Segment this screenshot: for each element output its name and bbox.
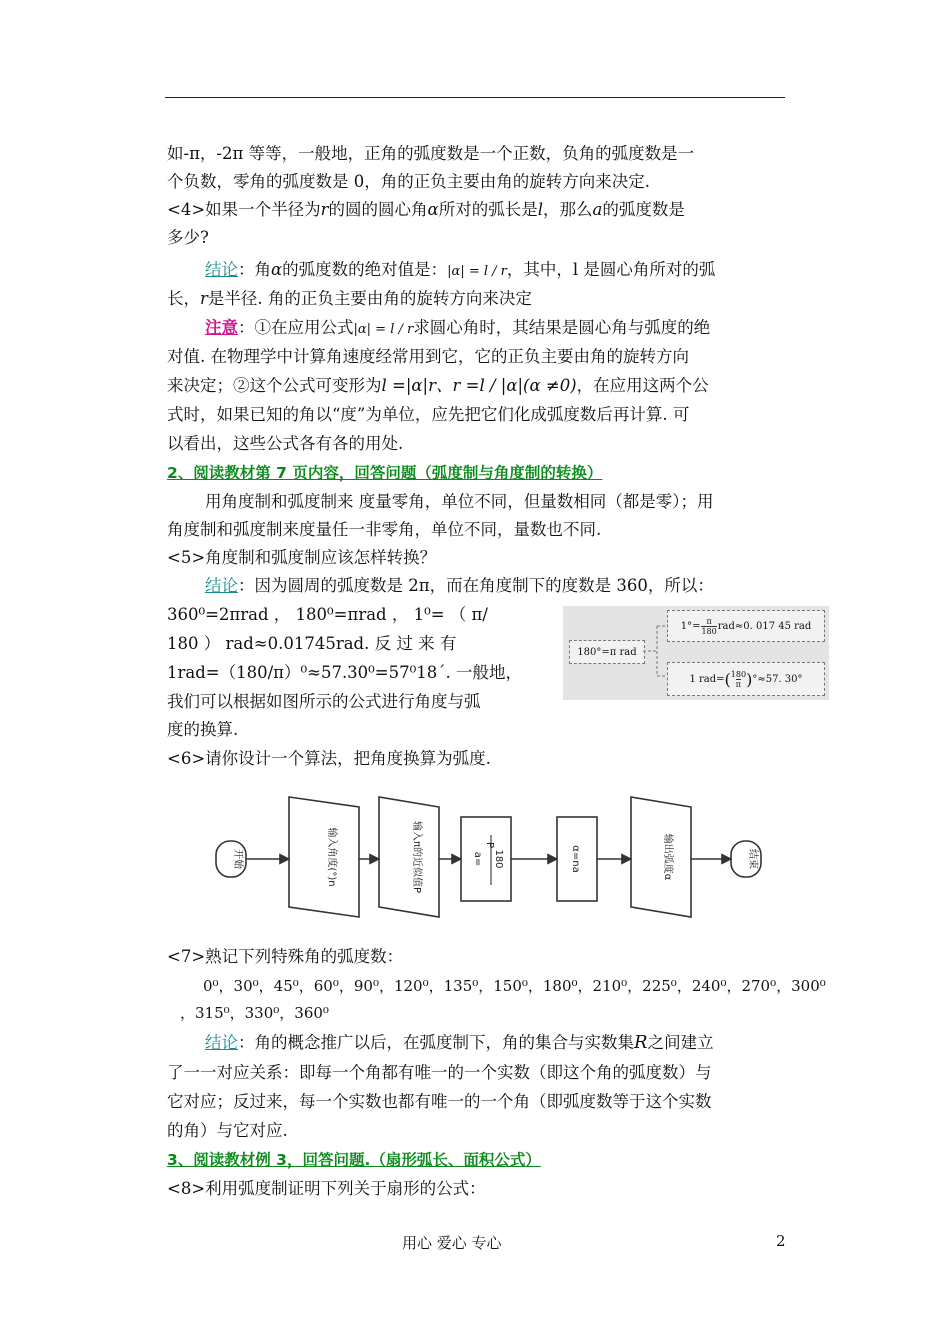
text-line: 1rad=（180/π）⁰≈57.30⁰=57⁰18ˊ. 一般地， [167,663,522,682]
conclusion-line [205,1029,825,1056]
math-l: l [537,200,543,219]
text-line: 对值. 在物理学中计算角速度经常用到它，它的正负主要由角的旋转方向 [167,347,689,366]
text-run: 1 rad= [689,673,725,685]
question-5: <5>角度制和弧度制应该怎样转换？ [167,548,437,567]
input-pi-node [379,797,439,917]
formula-center-box: 180°=π rad [569,640,645,664]
text-line: 它对应；反过来，每一个实数也都有唯一的一个角（即弧度数等于这个实数 [167,1092,712,1111]
text-run: 所对的弧长是 [438,200,538,219]
conversion-formula-figure [563,606,829,700]
text-line: 180 ） rad≈0.01745rad. 反 过 来 有 [167,634,457,653]
text-run: ：①在应用公式 [238,318,354,337]
text-line: 我们可以根据如图所示的公式进行角度与弧 [167,692,481,711]
note-label: 注意 [205,318,238,337]
angle-list: 0⁰，30⁰，45⁰，60⁰，90⁰，120⁰，135⁰，150⁰，180⁰，210⁰，225⁰，240⁰，270⁰，300⁰ [203,977,826,995]
formula-top-box [667,610,825,642]
text-run: ：角 [238,260,271,279]
text-line: 式时，如果已知的角以“度”为单位，应先把它们化成弧度数后再计算. 可 [167,405,690,424]
text-line: 以看出，这些公式各有各的用处. [167,434,404,453]
text-run: 的弧度数是 [602,200,685,219]
process-alpha-label: α=na [570,845,581,873]
text-line: 个负数，零角的弧度数是 0，角的正负主要由角的旋转方向来决定. [167,172,650,191]
math-alpha: α [427,200,439,219]
conclusion-label: 结论 [205,576,238,595]
fraction-num: π [706,616,712,626]
text-line: 角度制和弧度制来度量任一非零角，单位不同，量数也不同. [167,520,602,539]
text-run: 1°= [680,620,701,632]
start-label: 开始 [232,849,243,869]
text-line: 360⁰=2πrad ， 180⁰=πrad ， 1⁰= （ π/ [167,605,488,624]
text-line: 度的换算. [167,720,239,739]
text-line [167,372,787,399]
math-R: R [634,1032,648,1053]
text-run: 的圆的圆心角 [328,200,428,219]
text-run: 的弧度数的绝对值是： [282,260,448,279]
text-line: 用角度制和弧度制来 度量零角，单位不同，但量数相同（都是零）；用 [205,492,714,511]
fraction [701,617,716,636]
text-line: 了一一对应关系：即每一个角都有唯一的一个实数（即这个角的弧度数）与 [167,1063,712,1082]
question-7: <7>熟记下列特殊角的弧度数： [167,947,404,966]
text-run: 之间建立 [647,1033,714,1052]
formula-bottom-box: 1 rad= ( $\frac{180}{\pi}$ ) °≈57. 30° [667,662,825,696]
text-run: <4>如果一个半径为 [167,200,321,219]
output-label: 输出弧度α [662,833,673,881]
text-line [167,285,787,312]
end-label: 结束 [747,849,758,869]
conclusion-label: 结论 [205,260,238,279]
fraction-den: 180 [701,626,717,636]
fraction-den: π [735,679,742,689]
note-line [205,314,825,343]
input-pi-label: 输入π的近似值P [411,820,422,894]
page-number: 2 [776,1232,786,1250]
text-run: ，其中，l 是圆心角所对的弧 [506,260,716,279]
process-a-prefix: a= [472,851,483,867]
section-title: 3、阅读教材例 3，回答问题.（扇形弧长、面积公式） [167,1151,541,1169]
math-alpha: α [271,260,283,279]
question-8: <8>利用弧度制证明下列关于扇形的公式： [167,1179,486,1198]
math-a: a [592,200,603,219]
text-run: 长， [167,289,200,308]
math-r: r [200,289,208,308]
text-run: °≈57. 30° [752,673,803,685]
question-4 [167,196,787,223]
text-run: ：因为圆周的弧度数是 2π，而在角度制下的度数是 360，所以： [238,576,714,595]
fraction-num: 180 [730,669,747,679]
header-rule [165,97,785,98]
text-run: 来决定；②这个公式可变形为 [167,376,382,395]
text-line: 如-π，-2π 等等，一般地，正角的弧度数是一个正数，负角的弧度数是一 [167,144,695,163]
text-run: rad≈0. 017 45 rad [717,620,812,632]
formula: |α| = l / r [447,264,507,279]
conclusion-line [205,572,825,599]
fraction [731,670,746,689]
input-degree-node [289,797,359,917]
process-a-den: 180 [493,849,504,869]
footer-motto: 用心 爱心 专心 [402,1234,502,1252]
text-line: 多少? [167,228,209,247]
text-run: ，在应用这两个公 [576,376,709,395]
input-degree-label: 输入角度(°)n [326,827,337,887]
section-heading-2 [167,459,787,487]
text-run: 求圆心角时，其结果是圆心角与弧度的绝 [413,318,711,337]
text-run: ：角的概念推广以后，在弧度制下，角的集合与实数集 [238,1033,634,1052]
algorithm-flowchart [213,795,773,920]
formula: |α| = l / r [353,322,414,337]
text-run: 是半径. 角的正负主要由角的旋转方向来决定 [207,289,532,308]
text-run: ，那么 [542,200,593,219]
conclusion-line [205,256,825,285]
process-a-num: P [484,841,495,849]
formula: l =|α|r、r =l / |α|(α ≠0) [381,376,577,395]
output-node [631,797,691,917]
text-line: 的角）与它对应. [167,1121,288,1140]
conclusion-label: 结论 [205,1033,238,1052]
angle-list-cont: ，315⁰，330⁰，360⁰ [180,1004,329,1022]
question-6: <6>请你设计一个算法，把角度换算为弧度. [167,749,491,768]
math-r: r [320,200,329,219]
section-title: 2、阅读教材第 7 页内容，回答问题（弧度制与角度制的转换） [167,464,603,482]
section-heading-3 [167,1146,787,1174]
